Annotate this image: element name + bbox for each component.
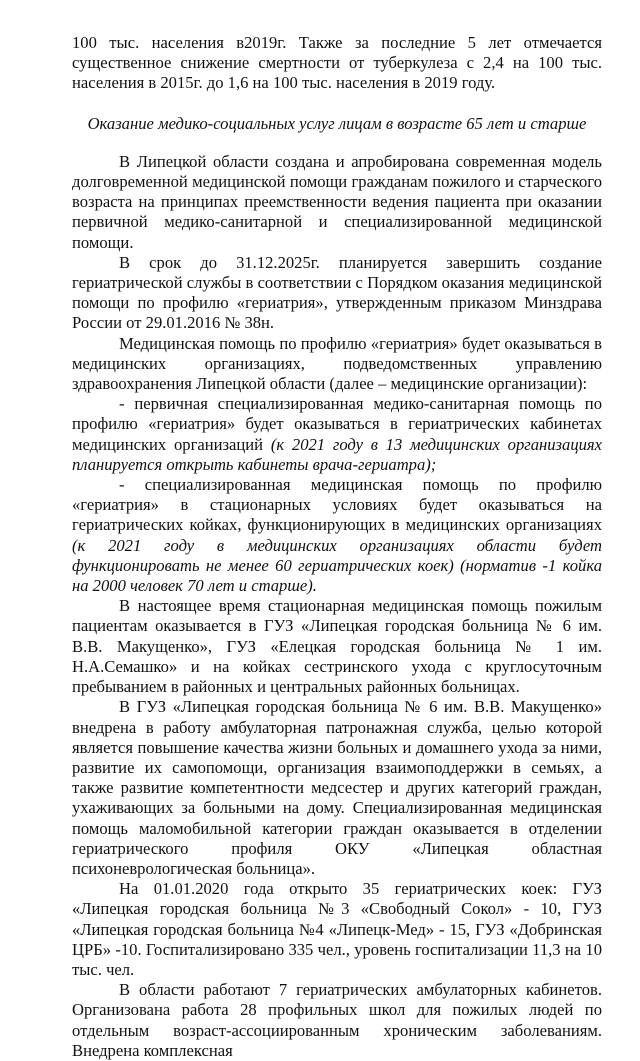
paragraph-primary-care-item [72,394,602,475]
paragraph-geriatric-profile-intro: Медицинская помощь по профилю «гериатрия» будет оказываться в медицинских организациях, подведомственных управлению здравоохранения Липецкой области (далее – медицинские организации): [72,333,602,394]
paragraph-patronage-service: В ГУЗ «Липецкая городская больница № 6 им. В.В. Макущенко» внедрена в работу амбулаторная патронажная служба, целью которой является повышение качества жизни больных и домашнего ухода за ними, развитие их самопомощи, организация взаимоподдержки в семьях, а также развитие компетентности медсестер и других категорий граждан, ухаживающих за больными на дому. Специализированная медицинская помощь маломобильной категории граждан оказывается в отделении гериатрического профиля ОКУ «Липецкая областная психоневрологическая больница». [72,697,602,878]
paragraph-geriatric-model: В Липецкой области создана и апробирована современная модель долговременной медицинской помощи гражданам пожилого и старческого возраста на принципах преемственности ведения пациента при оказании первичной медико-санитарной и специализированной медицинской помощи. [72,151,602,252]
paragraph-continuation: 100 тыс. населения в2019г. Также за последние 5 лет отмечается существенное снижение смертности от туберкулеза с 2,4 на 100 тыс. населения в 2015г. до 1,6 на 100 тыс. населения в 2019 году. [72,33,602,93]
paragraph-geriatric-service-deadline: В срок до 31.12.2025г. планируется завершить создание гериатрической службы в соответствии с Порядком оказания медицинской помощи по профилю «гериатрия», утвержденным приказом Минздрава России от 29.01.2016 № 38н. [72,252,602,333]
paragraph-inpatient-care: В настоящее время стационарная медицинская помощь пожилым пациентам оказывается в ГУЗ «Липецкая городская больница № 6 им. В.В. Макущенко», ГУЗ «Елецкая городская больница № 1 им. Н.А.Семашко» и на койках сестринского ухода с круглосуточным пребыванием в районных и центральных районных больницах. [72,596,602,697]
specialized-care-italic-note: (к 2021 году в медицинских организациях области будет функционировать не менее 60 гериатрических коек) (норматив -1 койка на 2000 человек 70 лет и старше). [72,535,602,596]
paragraph-outpatient-offices: В области работают 7 гериатрических амбулаторных кабинетов. Организована работа 28 профильных школ для пожилых людей по отдельным возраст-ассоциированным хроническим заболеваниям. Внедрена комплексная [72,980,602,1060]
specialized-care-text: - специализированная медицинская помощь по профилю «гериатрия» в стационарных условиях будет оказываться на гериатрических койках, функционирующих в медицинских организациях [72,475,602,535]
primary-care-text: - первичная специализированная медико-санитарная помощь по профилю «гериатрия» будет оказываться в гериатрических кабинетах медицинских организаций [72,394,602,454]
paragraph-specialized-care-item [72,475,602,596]
primary-care-italic-note: (к 2021 году в 13 медицинских организациях планируется открыть кабинеты врача-гериатра); [72,434,602,474]
paragraph-geriatric-beds: На 01.01.2020 года открыто 35 гериатрических коек: ГУЗ «Липецкая городская больница №3 «Свободный Сокол» - 10, ГУЗ «Липецкая городская больница №4 «Липецк-Мед» - 15, ГУЗ «Добринская ЦРБ» -10. Госпитализировано 335 чел., уровень госпитализации 11,3 на 10 тыс. чел. [72,879,602,979]
section-heading: Оказание медико-социальных услуг лицам в возрасте 65 лет и старше [87,113,587,133]
